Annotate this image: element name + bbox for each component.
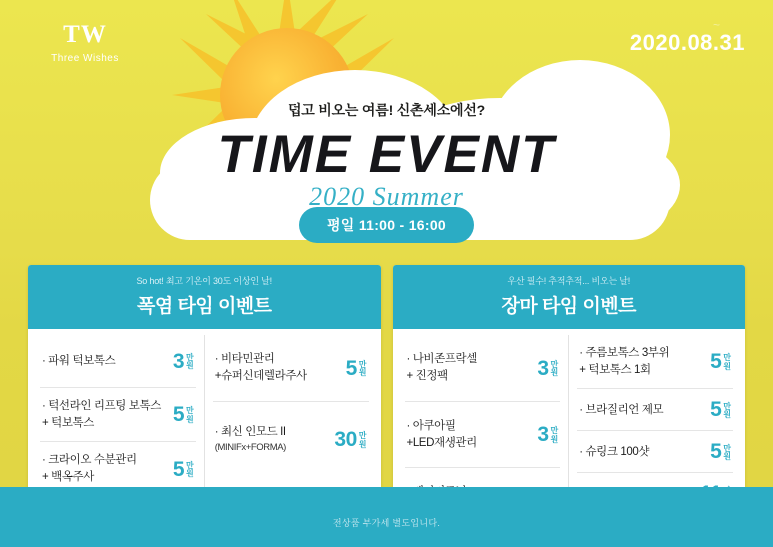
item-subtitle: + 턱보톡스 xyxy=(42,416,94,429)
price-number: 5 xyxy=(172,457,185,481)
brand-name: Three Wishes xyxy=(51,53,119,64)
item-price xyxy=(537,424,558,445)
price-number: 5 xyxy=(710,398,722,422)
item-title: · 최신 인모드 II xyxy=(214,426,286,439)
item-title: · 아쿠아필 xyxy=(406,419,456,432)
item-label xyxy=(215,424,286,454)
price-unit: 만 원 xyxy=(550,359,559,378)
price-unit: 만 원 xyxy=(186,406,194,424)
item-price xyxy=(710,441,731,462)
price-unit: 만 원 xyxy=(358,431,367,449)
item-label xyxy=(42,452,137,485)
item-label xyxy=(579,345,669,378)
price-number: 5 xyxy=(710,440,722,464)
panel-heatwave-subtitle: So hot! 최고 기온이 30도 이상인 날! xyxy=(136,276,272,286)
list-item[interactable] xyxy=(577,335,733,388)
panel-heatwave-header xyxy=(28,265,381,329)
list-item[interactable] xyxy=(213,335,369,401)
item-price xyxy=(173,404,194,425)
hero-hours-badge: 평일 11:00 - 16:00 xyxy=(299,207,474,243)
item-price xyxy=(173,351,194,372)
item-subtitle: +LED재생관리 xyxy=(406,436,477,449)
item-label xyxy=(42,353,115,370)
item-label xyxy=(407,418,477,451)
item-label xyxy=(407,351,477,384)
list-item[interactable] xyxy=(213,401,369,477)
price-number: 3 xyxy=(172,349,185,373)
item-subtitle: (MINIFx+FORMA) xyxy=(214,441,286,453)
price-unit: 만 원 xyxy=(723,401,731,419)
item-subtitle: + 턱보톡스 1회 xyxy=(579,363,651,376)
item-price xyxy=(710,351,731,372)
item-title: · 턱선라인 리프팅 보톡스 xyxy=(42,400,161,412)
event-date: 2020.08.31 xyxy=(629,30,745,55)
item-label xyxy=(215,351,307,384)
panel-monsoon-subtitle: 우산 필수! 추적추적... 비오는 날! xyxy=(507,276,631,286)
item-price xyxy=(173,459,194,480)
item-subtitle: +슈퍼신데렐라주사 xyxy=(214,370,307,382)
item-title: · 크라이오 수분관리 xyxy=(42,454,137,467)
list-item[interactable] xyxy=(577,430,733,472)
item-label xyxy=(42,398,161,431)
item-price xyxy=(537,358,558,379)
list-item[interactable] xyxy=(40,387,196,441)
hero-title: TIME EVENT xyxy=(217,125,556,184)
item-title: · 나비존프락셀 xyxy=(406,353,477,366)
price-number: 3 xyxy=(537,423,549,446)
price-number: 3 xyxy=(537,356,549,380)
footer-note: 전상품 부가세 별도입니다. xyxy=(332,518,441,528)
panel-heatwave-body xyxy=(28,329,381,504)
price-number: 5 xyxy=(172,403,185,427)
list-item[interactable] xyxy=(405,335,561,401)
list-item[interactable] xyxy=(405,401,561,467)
brand-logo xyxy=(30,22,140,64)
item-title: · 파워 턱보톡스 xyxy=(42,354,116,367)
item-subtitle: + 백옥주사 xyxy=(42,471,94,484)
item-price xyxy=(346,358,367,379)
date-tilde: ~ xyxy=(712,18,720,32)
item-label xyxy=(579,444,649,461)
price-unit: 만 원 xyxy=(186,352,194,371)
price-unit: 만 원 xyxy=(186,460,194,479)
panel-heatwave-col-1 xyxy=(32,335,204,496)
hero-script: 2020 Summer xyxy=(309,182,464,211)
price-unit: 만 원 xyxy=(723,443,731,461)
hero-title-block xyxy=(0,100,773,243)
item-subtitle: + 진정팩 xyxy=(406,370,448,382)
panel-monsoon-title: 장마 타임 이벤트 xyxy=(501,296,637,317)
panel-heatwave-title: 폭염 타임 이벤트 xyxy=(136,296,272,317)
price-number: 5 xyxy=(345,356,357,380)
item-label xyxy=(579,402,663,419)
panel-heatwave-col-2 xyxy=(204,335,377,496)
price-unit: 만 원 xyxy=(358,359,367,378)
brand-mark: TW xyxy=(63,21,107,48)
panel-monsoon-header xyxy=(393,265,746,329)
item-title: · 주름보톡스 3부위 xyxy=(579,347,670,359)
item-title: · 브라질리언 제모 xyxy=(579,403,664,416)
price-unit: 만 원 xyxy=(550,426,559,444)
item-title: · 비타민관리 xyxy=(214,353,275,366)
price-number: 5 xyxy=(710,350,722,374)
list-item[interactable] xyxy=(577,388,733,430)
hero-subtitle: 덥고 비오는 여름! 신촌세소에선? xyxy=(287,102,486,118)
list-item[interactable] xyxy=(40,335,196,387)
item-title: · 슈링크 100샷 xyxy=(579,445,650,458)
item-price xyxy=(710,399,731,420)
item-price xyxy=(334,429,366,450)
price-unit: 만 원 xyxy=(723,353,731,371)
price-number: 30 xyxy=(334,428,357,451)
